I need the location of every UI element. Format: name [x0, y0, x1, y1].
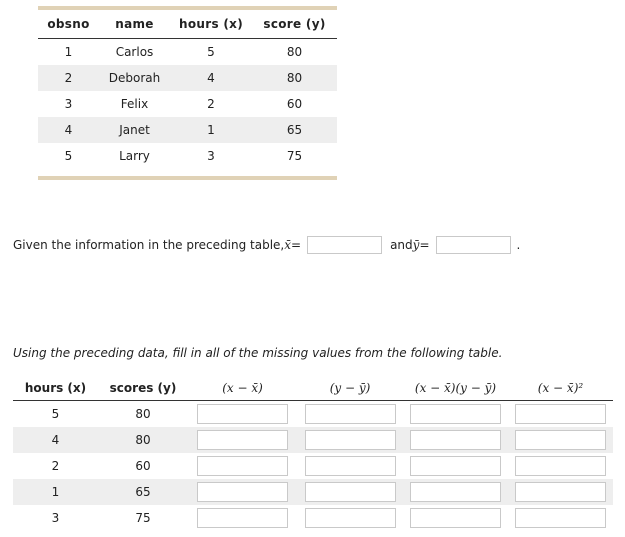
xy-product-input[interactable]	[410, 430, 501, 450]
cell-name: Felix	[120, 97, 149, 111]
header-x-dev-squared: (x − x̄)²	[508, 376, 613, 401]
x-dev-input[interactable]	[197, 482, 288, 502]
xy-product-input[interactable]	[410, 482, 501, 502]
question-connector: and	[390, 238, 413, 252]
y-dev-input[interactable]	[305, 508, 396, 528]
x-dev-input[interactable]	[197, 404, 288, 424]
table-row	[13, 401, 613, 428]
x-dev-input[interactable]	[197, 430, 288, 450]
cell-score: 80	[135, 407, 151, 421]
table-row	[38, 39, 337, 66]
cell-obsno: 3	[64, 97, 73, 111]
cell-score: 75	[135, 511, 151, 525]
cell-obsno: 1	[64, 45, 73, 59]
instructions-text: Using the preceding data, fill in all of the missing values from the following table.	[13, 346, 503, 360]
table-row	[13, 427, 613, 453]
cell-score: 75	[286, 149, 303, 163]
header-obsno: obsno	[38, 10, 99, 39]
y-bar-input[interactable]	[436, 236, 511, 254]
x-dev-squared-input[interactable]	[515, 456, 606, 476]
cell-score: 80	[252, 65, 337, 91]
table-row	[38, 117, 337, 143]
question-period: .	[516, 238, 521, 252]
x-dev-squared-input[interactable]	[515, 508, 606, 528]
cell-score: 65	[252, 117, 337, 143]
mean-question	[13, 236, 520, 254]
question-prefix: Given the information in the preceding table,	[13, 238, 285, 252]
x-bar-input[interactable]	[307, 236, 382, 254]
table-header-row	[13, 376, 613, 401]
header-hours: hours (x)	[170, 10, 252, 39]
cell-hours: 2	[207, 97, 215, 111]
header-score: score (y)	[252, 10, 337, 39]
table-header-row	[38, 10, 337, 39]
cell-name: Larry	[119, 149, 150, 163]
table-bottom-rule	[38, 176, 337, 180]
table-row	[13, 479, 613, 505]
header-xy-product: (x − x̄)(y − ȳ)	[403, 376, 508, 401]
x-dev-input[interactable]	[197, 508, 288, 528]
deviations-table	[13, 376, 613, 531]
header-x-dev: (x − x̄)	[188, 376, 297, 401]
y-dev-input[interactable]	[305, 456, 396, 476]
cell-hours: 1	[13, 479, 98, 505]
cell-score: 80	[286, 45, 303, 59]
table-row	[38, 91, 337, 117]
cell-hours: 5	[207, 45, 215, 59]
cell-name: Carlos	[115, 45, 154, 59]
x-dev-squared-input[interactable]	[515, 482, 606, 502]
x-dev-input[interactable]	[197, 456, 288, 476]
x-dev-squared-input[interactable]	[515, 430, 606, 450]
table-row	[13, 453, 613, 479]
y-bar-symbol: ȳ	[412, 238, 420, 252]
table-row	[13, 505, 613, 531]
header-name: name	[99, 10, 170, 39]
question-equals-1: =	[291, 238, 302, 252]
cell-hours: 3	[207, 149, 215, 163]
table-row	[38, 143, 337, 169]
cell-score: 60	[135, 459, 151, 473]
cell-name: Deborah	[99, 65, 170, 91]
cell-score: 65	[98, 479, 188, 505]
cell-hours: 3	[51, 511, 60, 525]
header-scores-y: scores (y)	[98, 376, 188, 401]
question-equals-2: =	[419, 238, 430, 252]
header-y-dev: (y − ȳ)	[297, 376, 403, 401]
cell-hours: 1	[170, 117, 252, 143]
xy-product-input[interactable]	[410, 508, 501, 528]
header-hours-x: hours (x)	[13, 376, 98, 401]
cell-score: 60	[286, 97, 303, 111]
cell-score: 80	[98, 427, 188, 453]
y-dev-input[interactable]	[305, 430, 396, 450]
x-dev-squared-input[interactable]	[515, 404, 606, 424]
cell-hours: 2	[51, 459, 60, 473]
x-bar-symbol: x̄	[284, 238, 292, 252]
cell-name: Janet	[99, 117, 170, 143]
y-dev-input[interactable]	[305, 404, 396, 424]
xy-product-input[interactable]	[410, 404, 501, 424]
cell-obsno: 2	[38, 65, 99, 91]
cell-obsno: 5	[64, 149, 73, 163]
cell-obsno: 4	[38, 117, 99, 143]
cell-hours: 4	[170, 65, 252, 91]
cell-hours: 5	[51, 407, 60, 421]
observations-table	[38, 6, 337, 180]
xy-product-input[interactable]	[410, 456, 501, 476]
cell-hours: 4	[13, 427, 98, 453]
y-dev-input[interactable]	[305, 482, 396, 502]
table-row	[38, 65, 337, 91]
